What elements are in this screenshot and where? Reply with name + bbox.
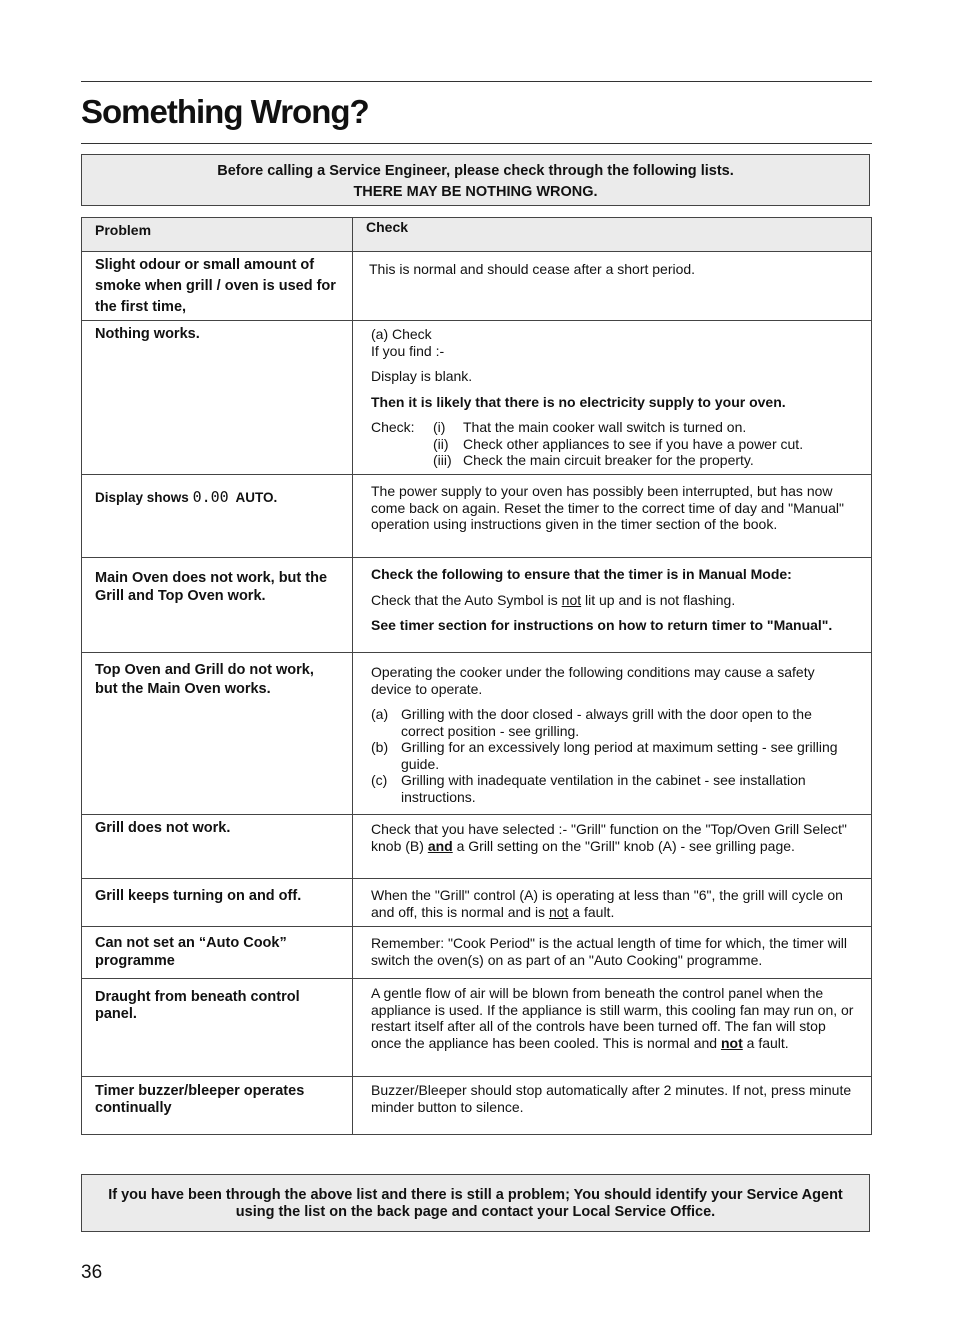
- table-row: [82, 475, 872, 558]
- problem-cell: Draught from beneath control panel.: [82, 979, 353, 1077]
- check-cell: Operating the cooker under the following conditions may cause a safety device to operate. (a) Grilling with the door closed - always grill with the door open to the correct position - see grilling. (b) Grilling for an excessively long period at maximum setting - see grilling guide. (c) Grilling with inadequate ventilation in the cabinet - see installation instructions.: [353, 653, 872, 815]
- service-notice: [81, 154, 870, 206]
- problem-cell: Timer buzzer/bleeper operates continually: [82, 1077, 353, 1135]
- table-header: [82, 218, 872, 252]
- problem-cell: Main Oven does not work, but the Grill and Top Oven work.: [82, 558, 353, 653]
- table-row: [82, 927, 872, 979]
- power-checklist: Check: (i) That the main cooker wall switch is turned on. (ii) Check other appliances to see if you have a power cut. (iii) Check the main circuit breaker for the property.: [371, 419, 804, 468]
- page-number: 36: [81, 1262, 103, 1283]
- service-notice-line1: Before calling a Service Engineer, please check through the following lists.: [217, 163, 734, 179]
- service-agent-notice: If you have been through the above list and there is still a problem; You should identify your Service Agent using the list on the back page and contact your Local Service Office.: [81, 1174, 870, 1232]
- table-row: [82, 558, 872, 653]
- problem-cell: Can not set an “Auto Cook” programme: [82, 927, 353, 979]
- table-row: [82, 979, 872, 1077]
- table-row: [82, 879, 872, 927]
- service-notice-line2: THERE MAY BE NOTHING WRONG.: [353, 184, 598, 200]
- problem-cell: Grill does not work.: [82, 815, 353, 879]
- display-readout: 0.00: [192, 488, 229, 506]
- check-cell: (a) Check If you find :- Display is blank. Then it is likely that there is no electricity supply to your oven. Check: (i) That the main cooker wall switch is turned on. (ii) Check other appliances to see if you have a power cut. (iii) Check the main circuit breaker for the property.: [353, 321, 872, 475]
- problem-cell: Nothing works.: [82, 321, 353, 475]
- check-header: Check: [353, 218, 872, 252]
- top-rule: [81, 81, 872, 82]
- table-row: [82, 1077, 872, 1135]
- troubleshooting-table: [81, 217, 872, 1135]
- page-title: Something Wrong?: [81, 93, 369, 130]
- check-cell: The power supply to your oven has possibly been interrupted, but has now come back on again. Reset the timer to the correct time of day and "Manual" operation using instructions given in the timer section of the book.: [353, 475, 872, 558]
- problem-cell: Display shows 0.00 AUTO.: [82, 475, 353, 558]
- problem-cell: Grill keeps turning on and off.: [82, 879, 353, 927]
- check-cell: Check the following to ensure that the timer is in Manual Mode: Check that the Auto Symbol is not lit up and is not flashing. See timer section for instructions on how to return timer to "Manual".: [353, 558, 872, 653]
- check-cell: Check that you have selected :- "Grill" function on the "Top/Oven Grill Select" knob (B) and a Grill setting on the "Grill" knob (A) - see grilling page.: [353, 815, 872, 879]
- title-rule: [81, 143, 872, 144]
- problem-cell: Top Oven and Grill do not work, but the Main Oven works.: [82, 653, 353, 815]
- check-cell: This is normal and should cease after a short period.: [353, 252, 872, 321]
- table-row: [82, 252, 872, 321]
- table-row: [82, 815, 872, 879]
- check-cell: A gentle flow of air will be blown from beneath the control panel when the appliance is used. If the appliance is still warm, this cooling fan may run on, or restart itself after all of the controls have been turned off. The fan will stop once the appliance has been cooled. This is normal and not a fault.: [353, 979, 872, 1077]
- problem-header: Problem: [82, 218, 353, 252]
- grill-conditions-list: (a) Grilling with the door closed - always grill with the door open to the correct position - see grilling. (b) Grilling for an excessively long period at maximum setting - see grilling guide. (c) Grilling with inadequate ventilation in the cabinet - see installation instructions.: [371, 706, 838, 805]
- check-cell: Buzzer/Bleeper should stop automatically after 2 minutes. If not, press minute minder button to silence.: [353, 1077, 872, 1135]
- check-cell: When the "Grill" control (A) is operating at less than "6", the grill will cycle on and off, this is normal and is not a fault.: [353, 879, 872, 927]
- table-row: [82, 321, 872, 475]
- check-cell: Remember: "Cook Period" is the actual length of time for which, the timer will switch the oven(s) on as part of an "Auto Cooking" programme.: [353, 927, 872, 979]
- problem-cell: Slight odour or small amount of smoke when grill / oven is used for the first time,: [82, 252, 353, 321]
- table-row: [82, 653, 872, 815]
